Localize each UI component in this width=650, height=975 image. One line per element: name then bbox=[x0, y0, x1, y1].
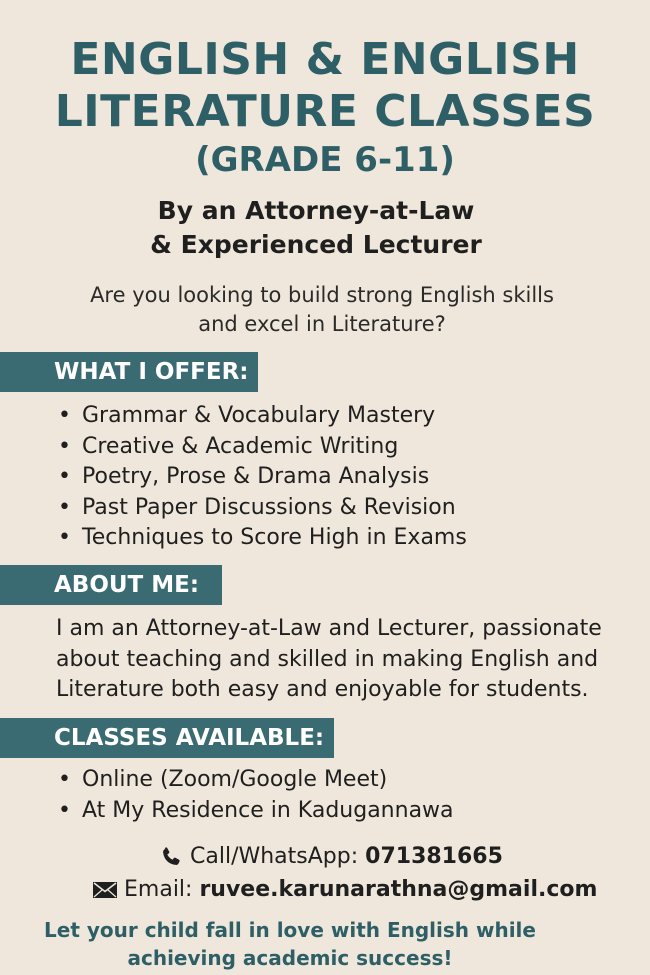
about-line-1: I am an Attorney-at-Law and Lecturer, passionate bbox=[56, 616, 602, 641]
subtitle-line-1: By an Attorney-at-Law bbox=[157, 196, 475, 225]
offer-list bbox=[58, 401, 467, 554]
bullet-icon: • bbox=[58, 403, 71, 428]
list-item bbox=[58, 401, 467, 432]
tagline-line-2: achieving academic success! bbox=[127, 946, 453, 970]
title-line-2: LITERATURE CLASSES bbox=[54, 86, 596, 137]
list-item-label: Poetry, Prose & Drama Analysis bbox=[82, 464, 430, 489]
envelope-icon bbox=[92, 878, 118, 902]
classes-list bbox=[58, 765, 454, 826]
list-item bbox=[58, 523, 467, 554]
list-item bbox=[58, 462, 467, 493]
offer-heading: WHAT I OFFER: bbox=[0, 352, 258, 392]
list-item-label: Online (Zoom/Google Meet) bbox=[82, 767, 388, 792]
classes-heading: CLASSES AVAILABLE: bbox=[0, 718, 334, 758]
list-item bbox=[58, 796, 454, 827]
list-item-label: Creative & Academic Writing bbox=[82, 433, 399, 459]
list-item bbox=[58, 493, 467, 524]
about-text bbox=[56, 614, 646, 706]
bullet-icon: • bbox=[58, 464, 71, 489]
list-item-label: At My Residence in Kadugannawa bbox=[82, 797, 454, 823]
bullet-icon: • bbox=[58, 433, 71, 459]
phone-icon bbox=[158, 845, 184, 869]
email-value[interactable]: ruvee.karunarathna@gmail.com bbox=[199, 877, 598, 902]
list-item-label: Grammar & Vocabulary Mastery bbox=[82, 403, 436, 428]
phone-value[interactable]: 071381665 bbox=[365, 844, 503, 869]
tagline-line-1: Let your child fall in love with English while bbox=[44, 918, 536, 942]
list-item-label: Past Paper Discussions & Revision bbox=[82, 494, 456, 520]
grade-range: (GRADE 6-11) bbox=[195, 140, 455, 180]
phone-label: Call/WhatsApp: bbox=[190, 844, 359, 869]
title-line-1: ENGLISH & ENGLISH bbox=[70, 34, 580, 85]
bullet-icon: • bbox=[58, 797, 71, 823]
subtitle-line-2: & Experienced Lecturer bbox=[150, 230, 482, 259]
list-item-label: Techniques to Score High in Exams bbox=[82, 525, 467, 550]
bullet-icon: • bbox=[58, 494, 71, 520]
bullet-icon: • bbox=[58, 767, 71, 792]
bullet-icon: • bbox=[58, 525, 71, 550]
email-label: Email: bbox=[124, 877, 193, 902]
list-item bbox=[58, 765, 454, 796]
about-line-3: Literature both easy and enjoyable for students. bbox=[56, 677, 589, 702]
about-line-2: about teaching and skilled in making English and bbox=[56, 646, 599, 672]
about-heading: ABOUT ME: bbox=[0, 565, 222, 605]
contact-phone[interactable] bbox=[158, 841, 503, 873]
intro-line-1: Are you looking to build strong English skills bbox=[90, 283, 554, 307]
contact-email[interactable] bbox=[92, 874, 597, 906]
list-item bbox=[58, 432, 467, 463]
intro-line-2: and excel in Literature? bbox=[198, 312, 446, 336]
